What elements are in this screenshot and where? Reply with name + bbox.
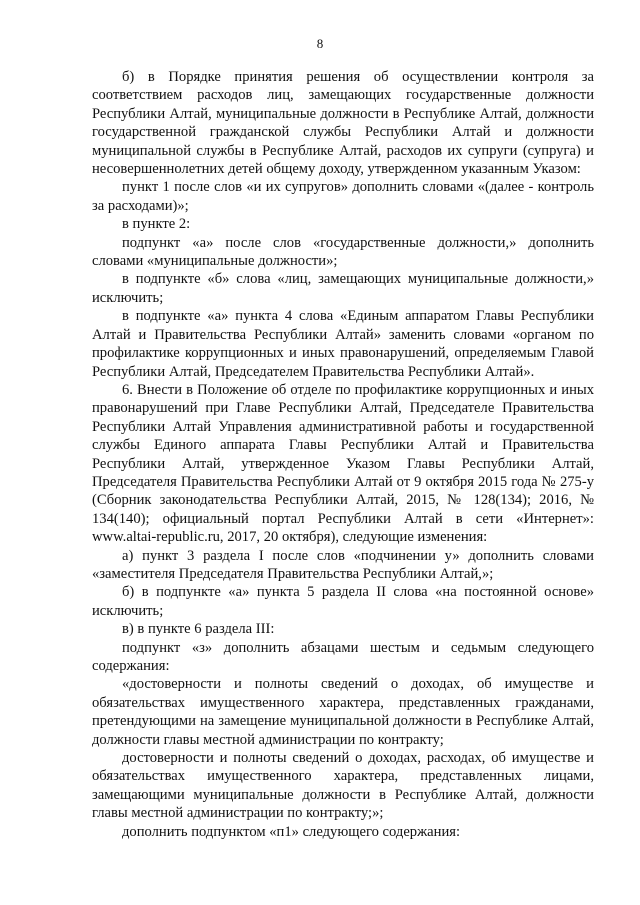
paragraph: а) пункт 3 раздела I после слов «подчинении у» дополнить словами «заместителя Председателя Правительства Республики Алтай,»;	[92, 547, 594, 582]
paragraph: в подпункте «а» пункта 4 слова «Единым аппаратом Главы Республики Алтай и Правительства Республики Алтай» заменить словами «органом по профилактике коррупционных и иных правонарушений, определяемым Главой Республики Алтай, Председателем Правительства Республики Алтай».	[92, 308, 594, 380]
paragraph: подпункт «а» после слов «государственные должности,» дополнить словами «муниципальные должности»;	[92, 234, 594, 270]
page-number: 8	[316, 36, 324, 51]
paragraph: достоверности и полноты сведений о доходах, расходах, об имуществе и обязательствах имущественного характера, представленных лицами, замещающими муниципальные должности в Республике Алтай, должности главы местной администрации по контракту;»;	[92, 750, 594, 822]
paragraph: дополнить подпунктом «п1» следующего содержания:	[122, 823, 461, 840]
paragraph: б) в подпункте «а» пункта 5 раздела II слова «на постоянной основе» исключить;	[92, 584, 594, 619]
paragraph: «достоверности и полноты сведений о доходах, об имуществе и обязательствах имущественного характера, представленных гражданами, претендующими на замещение муниципальной должности в Республике Алтай, должности главы местной администрации по контракту;	[92, 676, 594, 748]
paragraph: пункт 1 после слов «и их супругов» дополнить словами «(далее - контроль за расходами)»;	[92, 179, 594, 214]
paragraph: в подпункте «б» слова «лиц, замещающих муниципальные должности,» исключить;	[92, 271, 594, 306]
document-body	[92, 68, 594, 841]
paragraph: 6. Внести в Положение об отделе по профилактике коррупционных и иных правонарушений при Главе Республики Алтай, Председателе Правительства Республики Алтай Управления административной работы и государственной службы Единого аппарата Главы Республики Алтай и Правительства Республики Алтай, утвержденное Указом Главы Республики Алтай, Председателя Правительства Республики Алтай от 9 октября 2015 года № 275-у (Сборник законодательства Республики Алтай, 2015, № 128(134); 2016, № 134(140); официальный портал Республики Алтай в сети «Интернет»: www.altai-republic.ru, 2017, 20 октября), следующие изменения:	[92, 381, 594, 546]
paragraph: в пункте 2:	[122, 216, 191, 233]
paragraph: б) в Порядке принятия решения об осуществлении контроля за соответствием расходов лиц, замещающих государственные должности Республики Алтай, муниципальные должности в Республике Алтай, должности государственной гражданской службы Республики Алтай и должности муниципальной службы в Республике Алтай, расходов их супруги (супруга) и несовершеннолетних детей общему доходу, утвержденном указанным Указом:	[92, 69, 594, 178]
paragraph: подпункт «з» дополнить абзацами шестым и седьмым следующего содержания:	[92, 639, 594, 674]
paragraph: в) в пункте 6 раздела III:	[122, 621, 275, 638]
